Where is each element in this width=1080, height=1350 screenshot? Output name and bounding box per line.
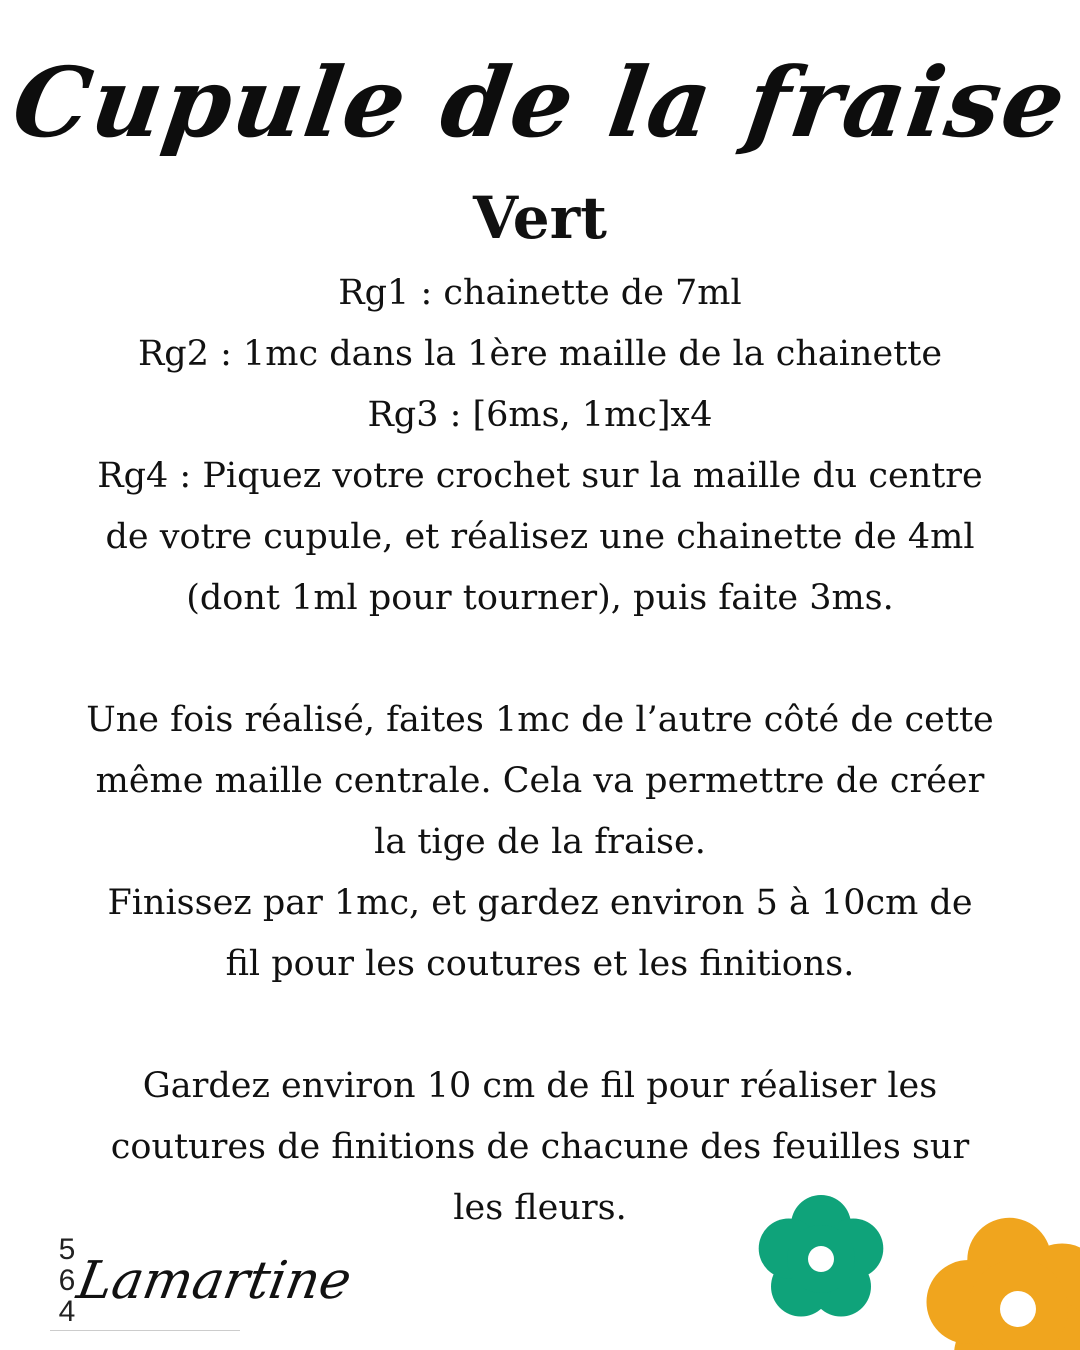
- instruction-row-1: Rg1 : chainette de 7ml: [338, 273, 742, 313]
- paragraph2-line-2: même maille centrale. Cela va permettre de créer: [95, 761, 985, 801]
- instruction-row-4-cont: de votre cupule, et réalisez une chainette de 4ml: [105, 517, 975, 557]
- paragraph2-line-4: Finissez par 1mc, et gardez environ 5 à 10cm de: [107, 883, 973, 923]
- logo-name: Lamartine: [72, 1251, 356, 1311]
- instruction-row-4: Rg4 : Piquez votre crochet sur la maille du centre: [97, 456, 983, 496]
- brand-logo: [50, 1232, 370, 1334]
- logo-underline: [50, 1330, 240, 1331]
- green-flower-icon: [748, 1186, 894, 1332]
- color-subtitle: Vert: [473, 184, 607, 252]
- paragraph-spacer: [20, 629, 1060, 690]
- flower-petals: [927, 1218, 1080, 1350]
- flower-center: [1000, 1291, 1036, 1327]
- paragraph-spacer: [20, 995, 1060, 1056]
- paragraph3-line-2: coutures de finitions de chacune des feuilles sur: [110, 1127, 970, 1167]
- orange-flower-icon: [900, 1212, 1080, 1350]
- flower-center: [808, 1246, 834, 1272]
- paragraph2-line-1: Une fois réalisé, faites 1mc de l’autre côté de cette: [86, 700, 994, 740]
- paragraph3-line-3: les fleurs.: [453, 1188, 627, 1228]
- instruction-row-3: Rg3 : [6ms, 1mc]x4: [367, 395, 713, 435]
- logo-digit: 4: [58, 1295, 76, 1328]
- logo-digit: 5: [58, 1233, 76, 1266]
- paragraph2-line-3: la tige de la fraise.: [374, 822, 706, 862]
- logo-digit: 6: [58, 1264, 76, 1297]
- instruction-row-4-end: (dont 1ml pour tourner), puis faite 3ms.: [186, 578, 894, 618]
- instruction-row-2: Rg2 : 1mc dans la 1ère maille de la chainette: [137, 334, 943, 374]
- paragraph2-line-5: fil pour les coutures et les finitions.: [225, 944, 855, 984]
- instructions-block: [20, 263, 1060, 1239]
- page-title: Cupule de la fraise: [6, 46, 1074, 159]
- paragraph3-line-1: Gardez environ 10 cm de fil pour réaliser les: [142, 1066, 938, 1106]
